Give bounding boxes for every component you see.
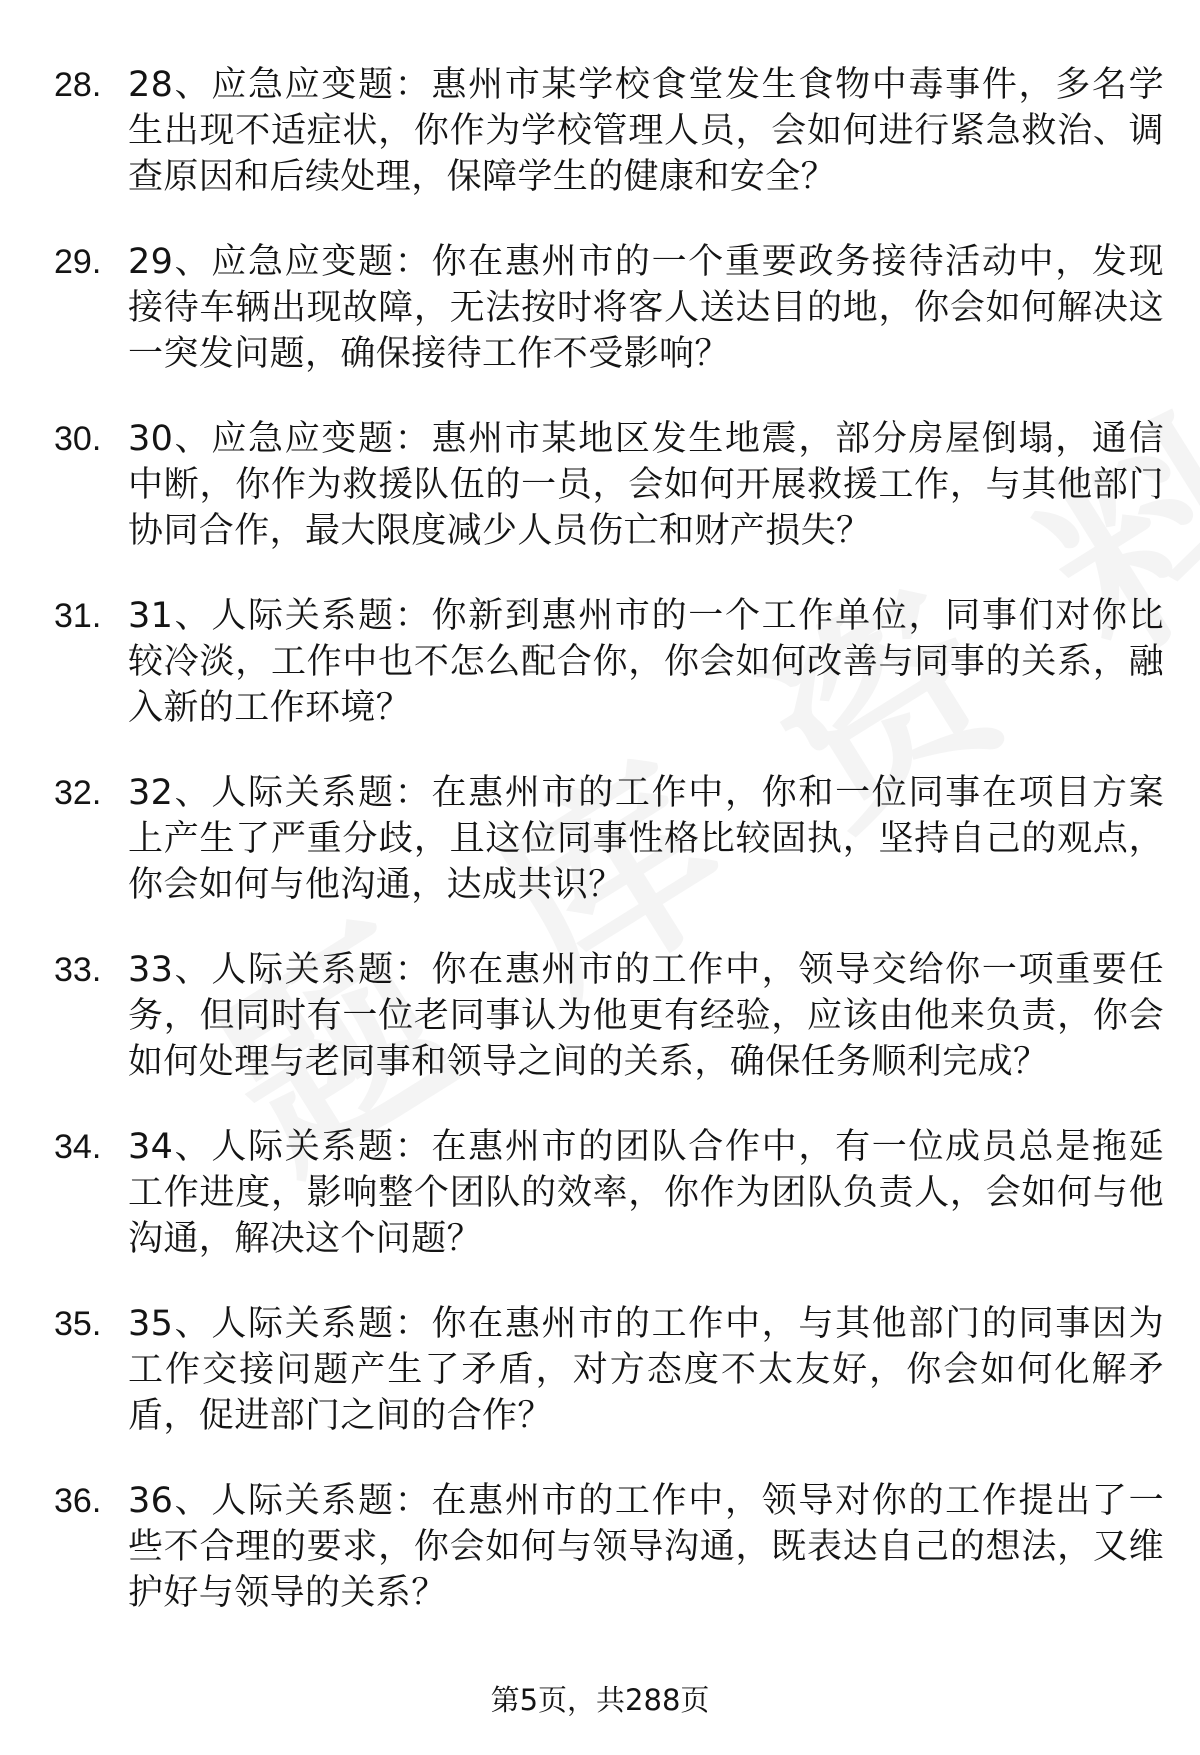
question-text: 31、人际关系题：你新到惠州市的一个工作单位，同事们对你比较冷淡，工作中也不怎么配合你，你会如何改善与同事的关系，融入新的工作环境？ bbox=[128, 596, 1164, 728]
question-number: 28. bbox=[54, 66, 102, 104]
question-number: 36. bbox=[54, 1482, 102, 1520]
question-number: 31. bbox=[54, 597, 102, 635]
question-number: 33. bbox=[54, 951, 102, 989]
question-number: 35. bbox=[54, 1305, 102, 1343]
list-item bbox=[54, 239, 1164, 377]
question-text: 29、应急应变题：你在惠州市的一个重要政务接待活动中，发现接待车辆出现故障，无法按时将客人送达目的地，你会如何解决这一突发问题，确保接待工作不受影响？ bbox=[128, 242, 1164, 374]
list-item bbox=[54, 947, 1164, 1085]
page-footer: 第5页，共288页 bbox=[490, 1683, 710, 1717]
question-text: 32、人际关系题：在惠州市的工作中，你和一位同事在项目方案上产生了严重分歧，且这位同事性格比较固执，坚持自己的观点，你会如何与他沟通，达成共识？ bbox=[128, 773, 1164, 905]
question-number: 29. bbox=[54, 243, 102, 281]
question-list bbox=[54, 62, 1164, 1655]
list-item bbox=[54, 1301, 1164, 1439]
question-number: 32. bbox=[54, 774, 102, 812]
list-item bbox=[54, 770, 1164, 908]
list-item bbox=[54, 593, 1164, 731]
list-item bbox=[54, 1124, 1164, 1262]
question-number: 30. bbox=[54, 420, 102, 458]
question-text: 33、人际关系题：你在惠州市的工作中，领导交给你一项重要任务，但同时有一位老同事认为他更有经验，应该由他来负责，你会如何处理与老同事和领导之间的关系，确保任务顺利完成？ bbox=[128, 950, 1164, 1082]
list-item bbox=[54, 416, 1164, 554]
question-text: 36、人际关系题：在惠州市的工作中，领导对你的工作提出了一些不合理的要求，你会如何与领导沟通，既表达自己的想法，又维护好与领导的关系？ bbox=[128, 1481, 1164, 1613]
list-item bbox=[54, 1478, 1164, 1616]
list-item bbox=[54, 62, 1164, 200]
question-text: 34、人际关系题：在惠州市的团队合作中，有一位成员总是拖延工作进度，影响整个团队的效率，你作为团队负责人，会如何与他沟通，解决这个问题？ bbox=[128, 1127, 1164, 1259]
question-text: 35、人际关系题：你在惠州市的工作中，与其他部门的同事因为工作交接问题产生了矛盾，对方态度不太友好，你会如何化解矛盾，促进部门之间的合作？ bbox=[128, 1304, 1164, 1436]
question-number: 34. bbox=[54, 1128, 102, 1166]
question-text: 28、应急应变题：惠州市某学校食堂发生食物中毒事件，多名学生出现不适症状，你作为学校管理人员，会如何进行紧急救治、调查原因和后续处理，保障学生的健康和安全？ bbox=[128, 65, 1164, 197]
question-text: 30、应急应变题：惠州市某地区发生地震，部分房屋倒塌，通信中断，你作为救援队伍的一员，会如何开展救援工作，与其他部门协同合作，最大限度减少人员伤亡和财产损失？ bbox=[128, 419, 1164, 551]
